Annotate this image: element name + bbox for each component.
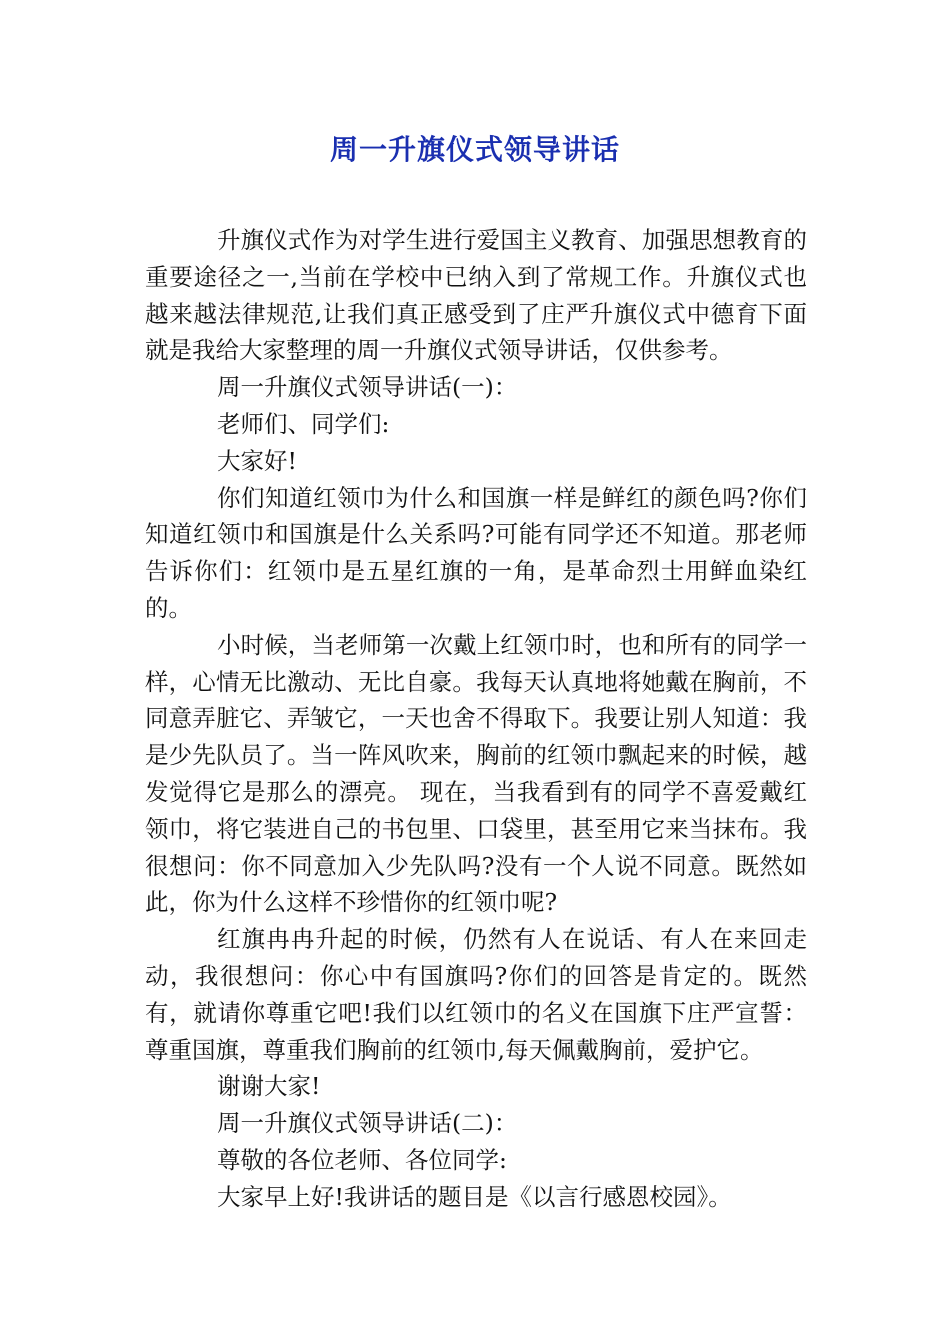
greeting-1: 大家好! (217, 446, 297, 475)
paragraph-flag-raising: 红旗冉冉升起的时候，仍然有人在说话、有人在来回走动，我很想问：你心中有国旗吗?你们的回答是肯定的。既然有，就请你尊重它吧!我们以红领巾的名义在国旗下庄严宣誓：尊重国旗，尊重我们胸前的红领巾,每天佩戴胸前，爱护它。 (145, 925, 807, 1064)
document-body (145, 222, 807, 1216)
section-heading-1: 周一升旗仪式领导讲话(一)： (217, 373, 518, 402)
section-heading-2: 周一升旗仪式领导讲话(二)： (217, 1109, 518, 1138)
paragraph-intro: 升旗仪式作为对学生进行爱国主义教育、加强思想教育的重要途径之一,当前在学校中已纳入到了常规工作。升旗仪式也越来越法律规范,让我们真正感受到了庄严升旗仪式中德育下面就是我给大家整理的周一升旗仪式领导讲话，仅供参考。 (145, 226, 807, 365)
paragraph-red-scarf: 你们知道红领巾为什么和国旗一样是鲜红的颜色吗?你们知道红领巾和国旗是什么关系吗?可能有同学还不知道。那老师告诉你们：红领巾是五星红旗的一角，是革命烈士用鲜血染红的。 (145, 483, 807, 622)
document-title: 周一升旗仪式领导讲话 (329, 133, 620, 166)
salutation-2: 尊敬的各位老师、各位同学: (217, 1145, 507, 1174)
salutation-1: 老师们、同学们: (217, 409, 390, 438)
paragraph-childhood: 小时候，当老师第一次戴上红领巾时，也和所有的同学一样，心情无比激动、无比自豪。我每天认真地将她戴在胸前，不同意弄脏它、弄皱它，一天也舍不得取下。我要让别人知道：我是少先队员了。当一阵风吹来，胸前的红领巾飘起来的时候，越发觉得它是那么的漂亮。 现在，当我看到有的同学不喜爱戴红领巾，将它装进自己的书包里、口袋里，甚至用它来当抹布。我很想问：你不同意加入少先队吗?没有一个人说不同意。既然如此，你为什么这样不珍惜你的红领巾呢? (145, 630, 807, 917)
closing-thanks: 谢谢大家! (217, 1072, 321, 1101)
greeting-2: 大家早上好!我讲话的题目是《以言行感恩校园》。 (217, 1182, 732, 1211)
